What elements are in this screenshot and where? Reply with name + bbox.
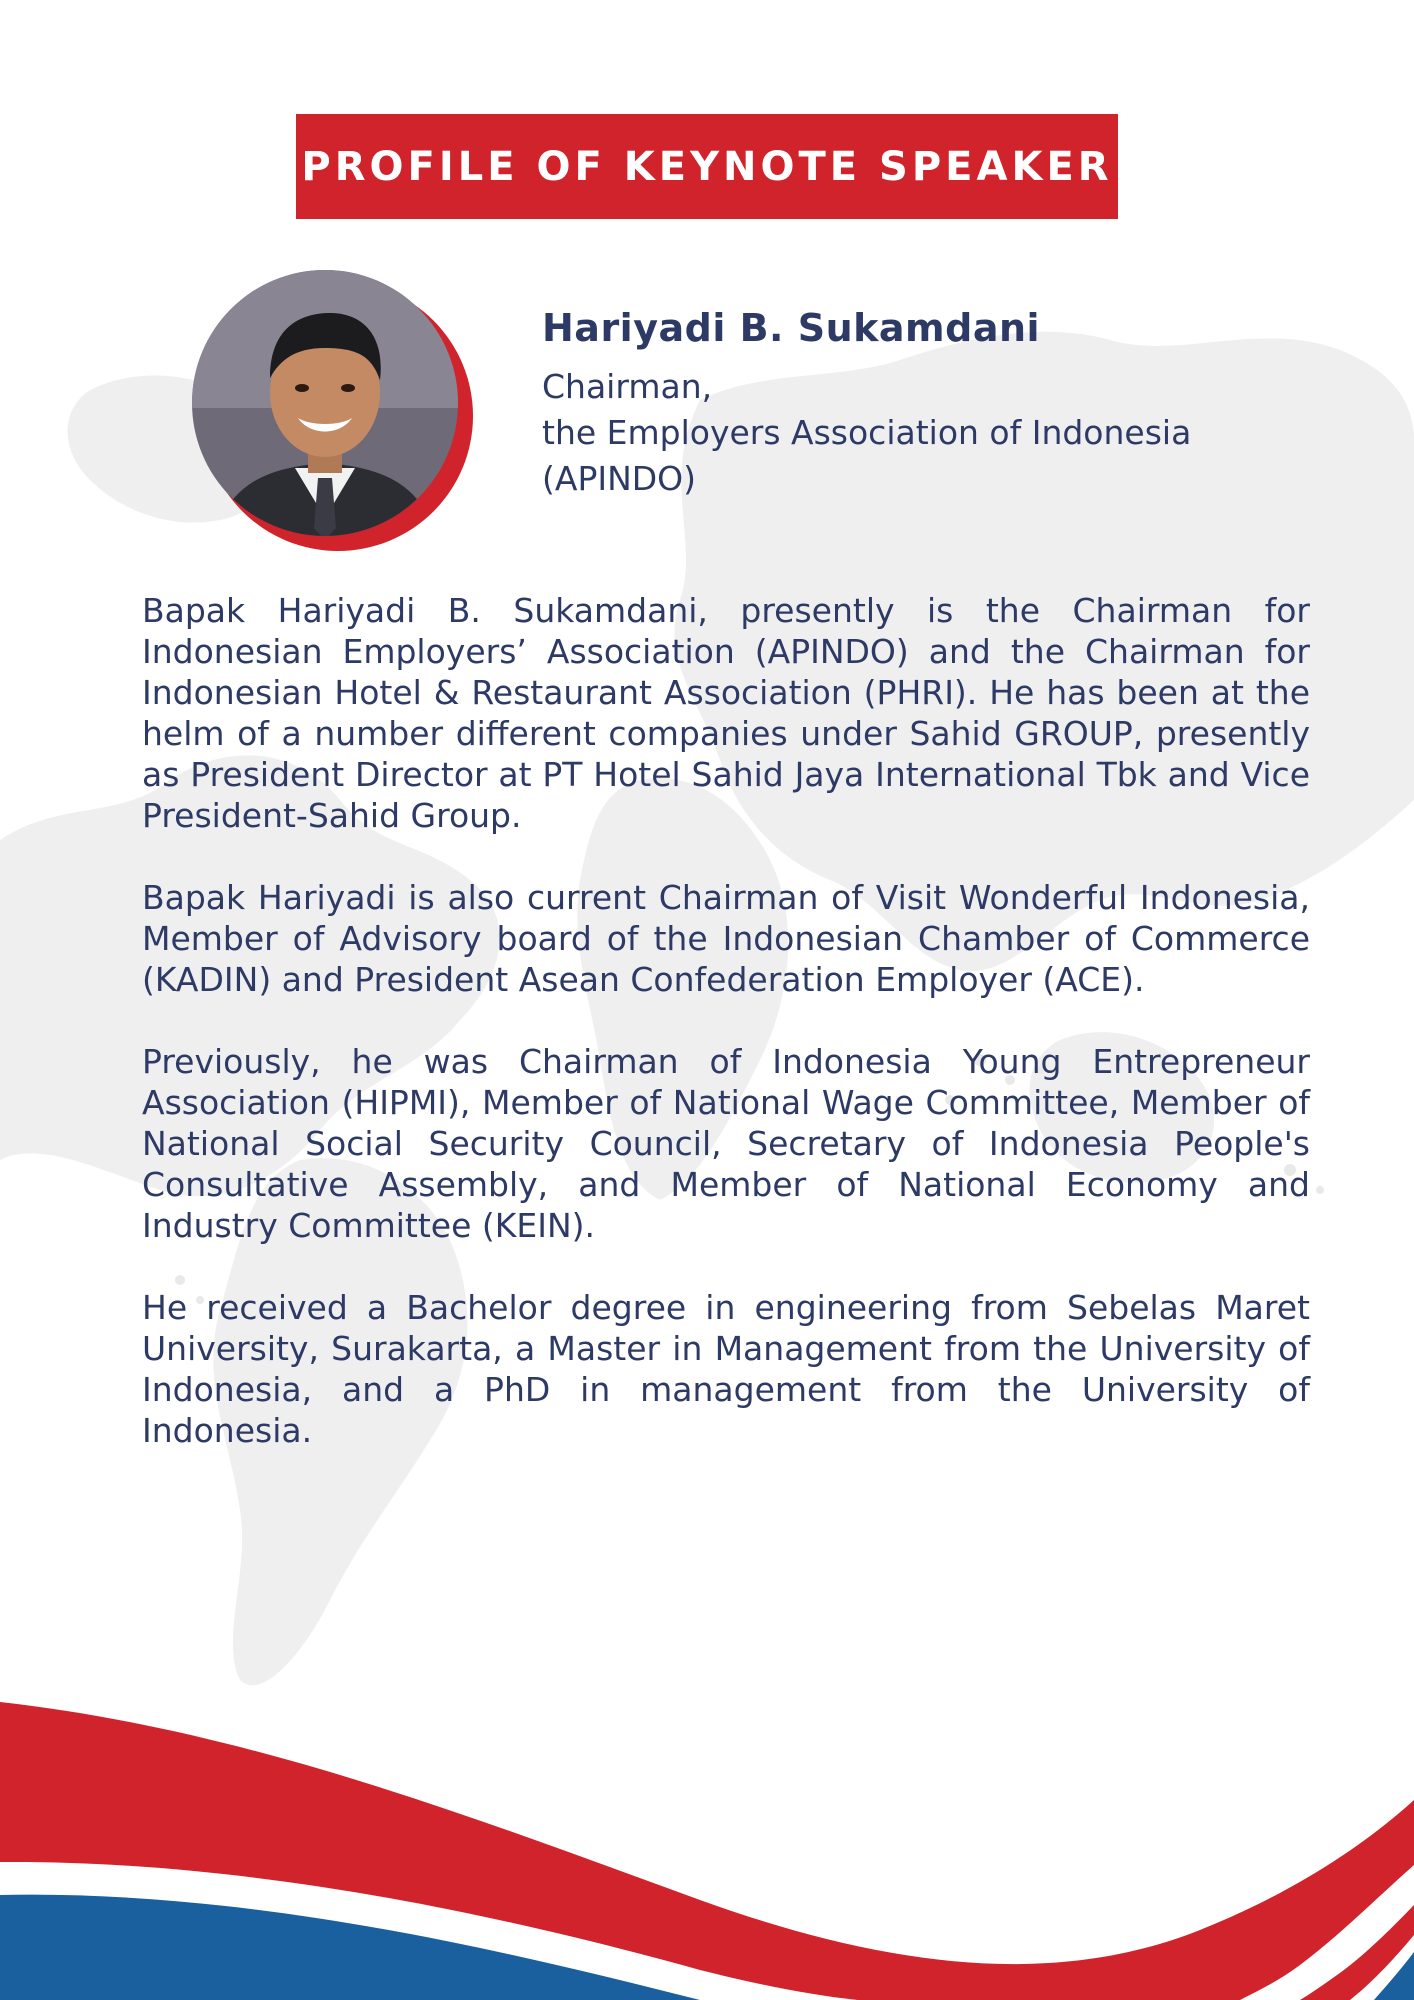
speaker-portrait xyxy=(190,268,480,558)
speaker-role xyxy=(542,364,1191,502)
speaker-role-line: the Employers Association of Indonesia xyxy=(542,413,1192,452)
speaker-name: Hariyadi B. Sukamdani xyxy=(542,306,1041,350)
page-title-banner xyxy=(296,114,1118,219)
bio-paragraph: He received a Bachelor degree in engineering from Sebelas Maret University, Surakarta, a Master in Management from the University of Indonesia, and a PhD in management from the University of Indonesia. xyxy=(142,1288,1310,1450)
page-title: PROFILE OF KEYNOTE SPEAKER xyxy=(301,143,1113,190)
decorative-waves xyxy=(0,1690,1414,2000)
speaker-role-line: Chairman, xyxy=(542,367,713,406)
bio-paragraph: Previously, he was Chairman of Indonesia Young Entrepreneur Association (HIPMI), Member of National Wage Committee, Member of National Social Security Council, Secretary of Indonesia People's Consultative Assembly, and Member of National Economy and Industry Committee (KEIN). xyxy=(142,1042,1310,1245)
speaker-biography xyxy=(142,590,1310,1492)
bio-paragraph: Bapak Hariyadi B. Sukamdani, presently is the Chairman for Indonesian Employers’ Association (APINDO) and the Chairman for Indonesian Hotel & Restaurant Association (PHRI). He has been at the helm of a number different companies under Sahid GROUP, presently as President Director at PT Hotel Sahid Jaya International Tbk and Vice President-Sahid Group. xyxy=(142,591,1310,835)
bio-paragraph: Bapak Hariyadi is also current Chairman of Visit Wonderful Indonesia, Member of Advisory board of the Indonesian Chamber of Commerce (KADIN) and President Asean Confederation Employer (ACE). xyxy=(142,878,1310,999)
speaker-role-line: (APINDO) xyxy=(542,459,697,498)
